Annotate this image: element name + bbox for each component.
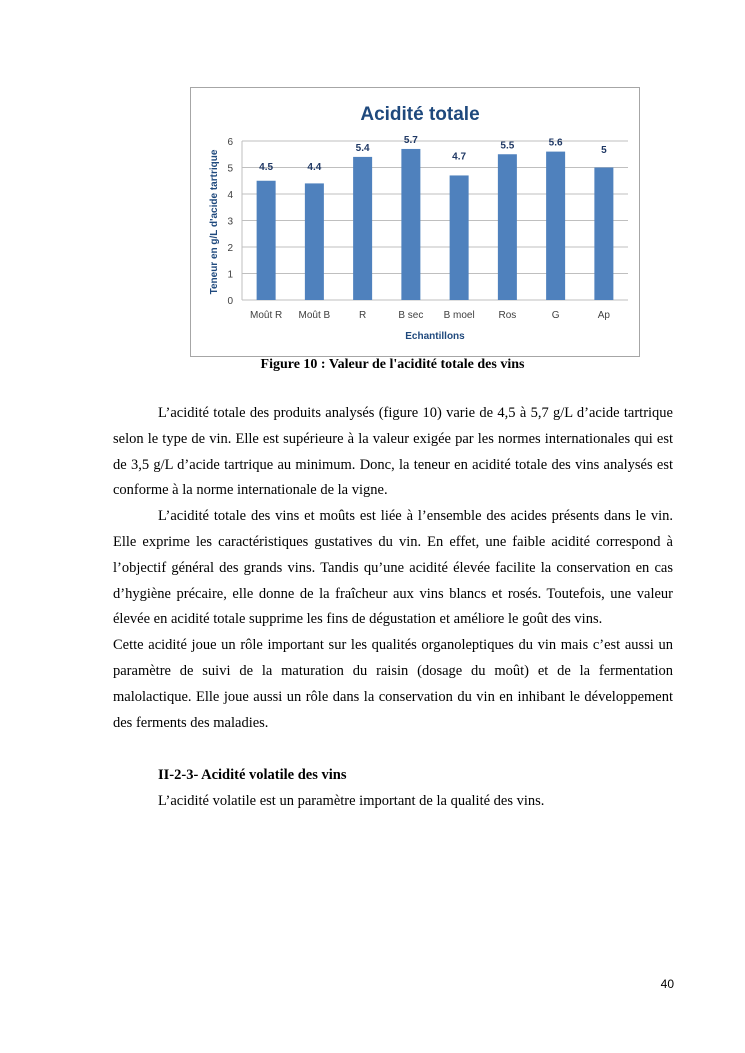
bar xyxy=(257,181,276,300)
x-tick-label: Ap xyxy=(597,310,610,321)
bar xyxy=(305,183,324,300)
x-tick-label: Moût B xyxy=(298,310,331,321)
y-tick-label: 4 xyxy=(227,190,233,201)
x-tick-label: G xyxy=(551,310,560,321)
y-axis-label: Teneur en g/L d'acide tartrique xyxy=(209,149,220,295)
section-heading: II-2-3- Acidité volatile des vins xyxy=(158,767,347,783)
data-label: 5.5 xyxy=(500,140,515,152)
x-axis-label: Echantillons xyxy=(405,331,465,342)
chart-frame xyxy=(190,87,640,357)
x-tick-label: B sec xyxy=(398,310,424,321)
figure-caption xyxy=(0,357,745,373)
x-tick-label: B moel xyxy=(443,310,475,321)
y-tick-label: 2 xyxy=(227,243,233,254)
data-label: 5.6 xyxy=(548,137,563,149)
y-tick-label: 0 xyxy=(227,296,233,307)
data-label: 5.4 xyxy=(355,142,370,154)
data-label: 4.5 xyxy=(259,162,274,174)
y-tick-label: 5 xyxy=(227,163,233,175)
page-number: 40 xyxy=(660,977,674,991)
figure-caption-text: Figure 10 : Valeur de l'acidité totale des vins xyxy=(260,357,525,372)
data-label: 5.7 xyxy=(403,134,418,146)
x-tick-label: Moût R xyxy=(250,310,283,321)
y-tick-label: 6 xyxy=(227,137,233,148)
paragraph-1: L’acidité totale des produits analysés (figure 10) varie de 4,5 à 5,7 g/L d’acide tartrique selon le type de vin. Elle est supérieure à la valeur exigée par les normes internationales qui est de 3,5 g/L d’acide tartrique au minimum. Donc, la teneur en acidité totale des vins analysés est conforme à la norme internationale de la vigne. xyxy=(113,405,673,499)
x-tick-label: Ros xyxy=(498,310,517,321)
x-tick-label: R xyxy=(359,310,367,321)
paragraph-3: Cette acidité joue un rôle important sur les qualités organoleptiques du vin mais c’est aussi un paramètre de suivi de la maturation du raisin (dosage du moût) et de la fermentation malolactique. Elle joue aussi un rôle dans la conservation du vin en inhibant le développement des ferments des maladies. xyxy=(113,637,673,731)
chart-title: Acidité totale xyxy=(360,104,480,125)
bar xyxy=(450,175,469,300)
bar xyxy=(353,157,372,300)
bar xyxy=(498,154,517,300)
paragraph-2: L’acidité totale des vins et moûts est liée à l’ensemble des acides présents dans le vin. Elle exprime les caractéristiques gustatives du vin. En effet, une faible acidité correspond à l’objectif général des grands vins. Tandis qu’une acidité élevée facilite la conservation en cas d’hygiène précaire, elle donne de la fraîcheur aux vins blancs et rosés. Toutefois, une valeur élevée en acidité totale supprime les fins de dégustation et améliore le goût des vins. xyxy=(113,508,673,628)
y-tick-label: 1 xyxy=(227,269,233,281)
bar xyxy=(546,152,565,300)
data-label: 5 xyxy=(601,144,607,156)
y-tick-label: 3 xyxy=(227,216,233,228)
data-label: 4.7 xyxy=(452,151,467,163)
section-intro: L’acidité volatile est un paramètre important de la qualité des vins. xyxy=(158,793,545,809)
bar xyxy=(401,149,420,300)
data-label: 4.4 xyxy=(307,162,322,174)
bar-chart xyxy=(191,88,641,358)
bar xyxy=(594,168,613,301)
body-text xyxy=(113,401,673,736)
